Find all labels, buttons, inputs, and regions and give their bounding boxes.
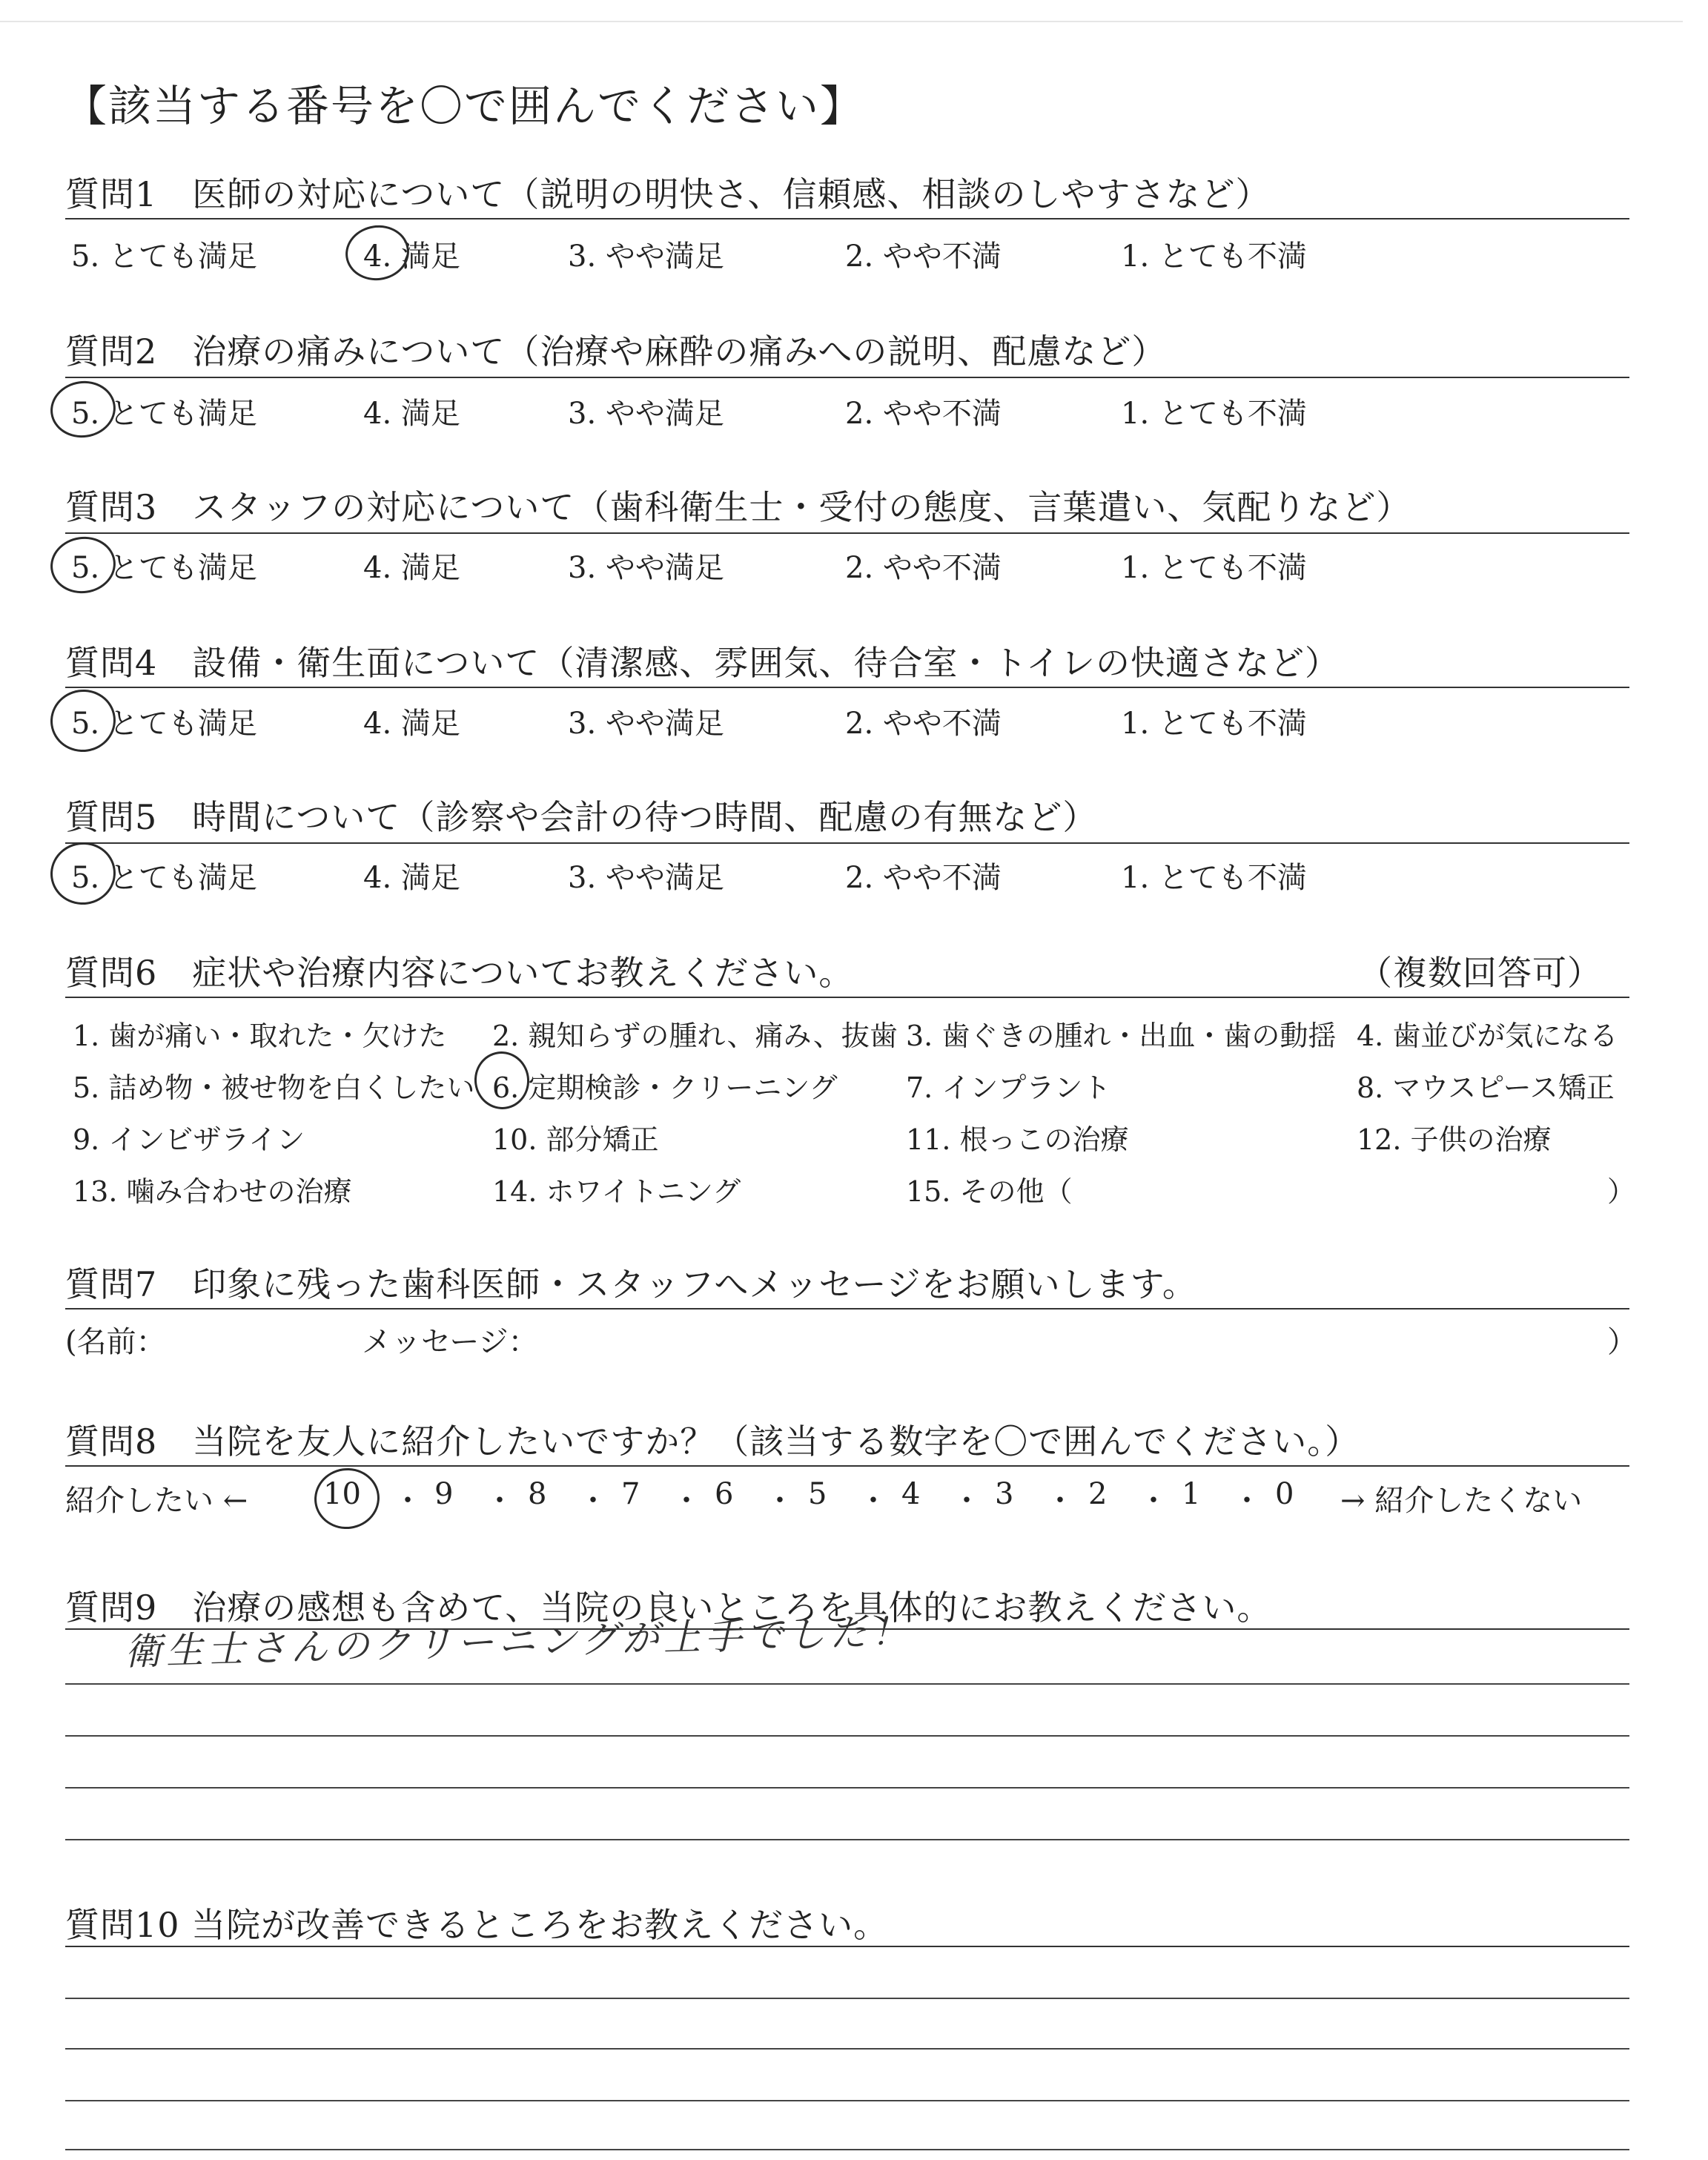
question-3-rule: [65, 532, 1629, 534]
q9-handwritten-answer: 衛生士さんのクリーニングが上手でした！: [124, 1610, 913, 1674]
question-8-rule: [65, 1465, 1629, 1467]
q8-right-label: → 紹介したくない: [1340, 1484, 1583, 1518]
q8-scale-sep: ・: [1045, 1484, 1075, 1518]
q8-scale-sep: ・: [765, 1484, 795, 1518]
question-7-rule: [65, 1308, 1629, 1309]
q4-option-1[interactable]: 1. とても不満: [1121, 707, 1307, 741]
q8-scale-7[interactable]: 7: [621, 1477, 640, 1511]
q7-message-label: メッセージ：: [362, 1325, 538, 1359]
q2-option-3[interactable]: 3. やや満足: [568, 397, 724, 431]
q9-answer-line: [65, 1735, 1629, 1737]
q6-option-15[interactable]: 15. その他（: [906, 1175, 1073, 1208]
q8-scale-sep: ・: [1139, 1484, 1168, 1518]
q10-answer-line: [65, 2149, 1629, 2150]
q1-option-4[interactable]: 4. 満足: [363, 240, 460, 274]
question-4-rule: [65, 687, 1629, 688]
q1-option-5[interactable]: 5. とても満足: [71, 240, 257, 274]
question-6-title: 質問6 症状や治療内容についてお教えください。: [65, 953, 854, 993]
q9-answer-line: [65, 1839, 1629, 1840]
q9-answer-line: [65, 1787, 1629, 1789]
question-6-rule: [65, 997, 1629, 998]
q8-left-label: 紹介したい ←: [65, 1484, 248, 1518]
q8-scale-1[interactable]: 1: [1182, 1477, 1201, 1511]
q6-option-12[interactable]: 12. 子供の治療: [1357, 1123, 1552, 1156]
q1-option-1[interactable]: 1. とても不満: [1121, 240, 1307, 274]
q2-option-1[interactable]: 1. とても不満: [1121, 397, 1307, 431]
question-2-rule: [65, 377, 1629, 378]
q5-option-1[interactable]: 1. とても不満: [1121, 861, 1307, 895]
q10-answer-line: [65, 2048, 1629, 2050]
q8-scale-4[interactable]: 4: [901, 1477, 921, 1511]
q7-name-label: (名前：: [65, 1325, 166, 1359]
q4-option-5[interactable]: 5. とても満足: [71, 707, 257, 741]
q8-scale-sep: ・: [672, 1484, 701, 1518]
q1-option-3[interactable]: 3. やや満足: [568, 240, 724, 274]
question-6-note: （複数回答可）: [1358, 953, 1602, 993]
q6-option-15-close: ）: [1607, 1175, 1636, 1208]
question-9-title: 質問9 治療の感想も含めて、当院の良いところを具体的にお教えください。: [65, 1588, 1272, 1628]
q6-option-7[interactable]: 7. インプラント: [906, 1071, 1111, 1104]
question-4-title: 質問4 設備・衛生面について（清潔感、雰囲気、待合室・トイレの快適さなど）: [65, 643, 1340, 683]
q6-option-10[interactable]: 10. 部分矯正: [492, 1123, 659, 1156]
q7-close-paren: ）: [1607, 1325, 1637, 1359]
q4-option-3[interactable]: 3. やや満足: [568, 707, 724, 741]
q8-scale-sep: ・: [393, 1484, 423, 1518]
q8-scale-sep: ・: [952, 1484, 982, 1518]
q5-selection-circle: [47, 838, 120, 908]
q8-scale-2[interactable]: 2: [1088, 1477, 1108, 1511]
q5-option-4[interactable]: 4. 満足: [363, 861, 460, 895]
q10-answer-line: [65, 1998, 1629, 1999]
q6-option-1[interactable]: 1. 歯が痛い・取れた・欠けた: [73, 1020, 447, 1052]
question-10-title: 質問10 当院が改善できるところをお教えください。: [65, 1905, 889, 1945]
q6-option-5[interactable]: 5. 詰め物・被せ物を白くしたい: [73, 1071, 475, 1104]
q6-option-4[interactable]: 4. 歯並びが気になる: [1357, 1020, 1618, 1052]
q6-option-6[interactable]: 6. 定期検診・クリーニング: [492, 1071, 838, 1104]
question-3-title: 質問3 スタッフの対応について（歯科衛生士・受付の態度、言葉遣い、気配りなど）: [65, 487, 1411, 527]
q6-option-13[interactable]: 13. 噛み合わせの治療: [73, 1175, 352, 1208]
q9-answer-line: [65, 1683, 1629, 1685]
q3-option-3[interactable]: 3. やや満足: [568, 551, 724, 585]
q1-option-2[interactable]: 2. やや不満: [845, 240, 1002, 274]
q8-selection-circle: [311, 1464, 384, 1533]
q8-scale-0[interactable]: 0: [1275, 1477, 1294, 1511]
q8-scale-9[interactable]: 9: [434, 1477, 454, 1511]
q3-option-2[interactable]: 2. やや不満: [845, 551, 1002, 585]
question-1-rule: [65, 218, 1629, 219]
q10-answer-line: [65, 2100, 1629, 2101]
q8-scale-sep: ・: [1232, 1484, 1262, 1518]
q8-scale-sep: ・: [578, 1484, 608, 1518]
question-1-title: 質問1 医師の対応について（説明の明快さ、信頼感、相談のしやすさなど）: [65, 174, 1271, 214]
q8-scale-sep: ・: [858, 1484, 888, 1518]
q8-scale-10[interactable]: 10: [323, 1477, 361, 1511]
q8-scale-5[interactable]: 5: [808, 1477, 827, 1511]
question-2-title: 質問2 治療の痛みについて（治療や麻酔の痛みへの説明、配慮など）: [65, 331, 1167, 371]
q5-option-2[interactable]: 2. やや不満: [845, 861, 1002, 895]
q5-option-3[interactable]: 3. やや満足: [568, 861, 724, 895]
question-5-title: 質問5 時間について（診察や会計の待つ時間、配慮の有無など）: [65, 797, 1098, 837]
q2-option-5[interactable]: 5. とても満足: [71, 397, 257, 431]
q6-option-11[interactable]: 11. 根っこの治療: [906, 1123, 1129, 1156]
q6-option-9[interactable]: 9. インビザライン: [73, 1123, 305, 1156]
q8-scale-3[interactable]: 3: [995, 1477, 1014, 1511]
scan-top-edge: [0, 21, 1683, 22]
form-instruction-header: 【該当する番号を〇で囲んでください】: [64, 81, 865, 131]
question-10-rule: [65, 1946, 1629, 1947]
q2-option-4[interactable]: 4. 満足: [363, 397, 460, 431]
q8-scale-sep: ・: [485, 1484, 514, 1518]
q6-option-3[interactable]: 3. 歯ぐきの腫れ・出血・歯の動揺: [906, 1020, 1337, 1052]
q4-option-2[interactable]: 2. やや不満: [845, 707, 1002, 741]
question-5-rule: [65, 842, 1629, 844]
q5-option-5[interactable]: 5. とても満足: [71, 861, 257, 895]
q8-scale-6[interactable]: 6: [715, 1477, 734, 1511]
q3-option-1[interactable]: 1. とても不満: [1121, 551, 1307, 585]
q4-selection-circle: [47, 685, 120, 756]
q6-option-14[interactable]: 14. ホワイトニング: [492, 1175, 741, 1208]
q3-option-4[interactable]: 4. 満足: [363, 551, 460, 585]
q2-option-2[interactable]: 2. やや不満: [845, 397, 1002, 431]
q4-option-4[interactable]: 4. 満足: [363, 707, 460, 741]
q6-option-8[interactable]: 8. マウスピース矯正: [1357, 1071, 1615, 1104]
q3-option-5[interactable]: 5. とても満足: [71, 551, 257, 585]
q6-option-2[interactable]: 2. 親知らずの腫れ、痛み、抜歯: [492, 1020, 898, 1052]
q8-scale-8[interactable]: 8: [528, 1477, 547, 1511]
question-7-title: 質問7 印象に残った歯科医師・スタッフへメッセージをお願いします。: [65, 1264, 1197, 1304]
q3-selection-circle: [47, 532, 119, 598]
question-8-title: 質問8 当院を友人に紹介したいですか？（該当する数字を〇で囲んでください。）: [65, 1421, 1360, 1462]
